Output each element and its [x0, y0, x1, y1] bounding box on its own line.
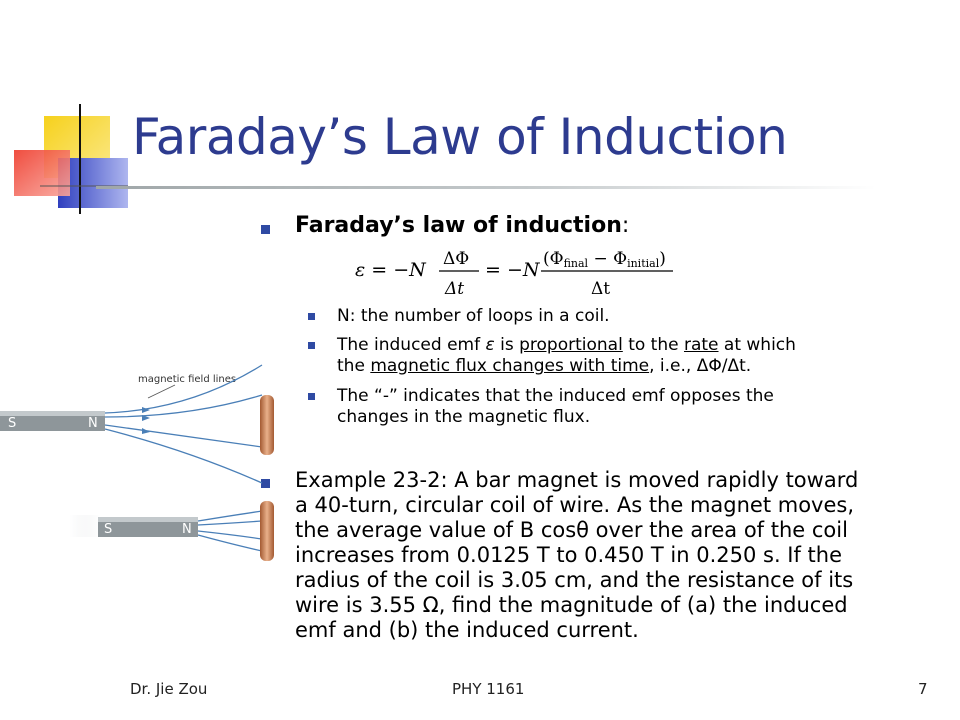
- example-paragraph: [295, 468, 858, 643]
- text: The induced emf: [337, 335, 486, 355]
- footer-author: Dr. Jie Zou: [130, 680, 208, 698]
- num2-close: ): [659, 249, 666, 269]
- example-line: radius of the coil is 3.05 cm, and the resistance of its: [295, 568, 854, 592]
- example-line: increases from 0.0125 T to 0.450 T in 0.250 s. If the: [295, 543, 843, 567]
- num2-final: final: [563, 257, 589, 270]
- decorative-squares: [0, 0, 140, 230]
- text: , i.e.,: [649, 356, 697, 376]
- wire-coil: [260, 501, 274, 561]
- num2-initial: initial: [627, 257, 660, 270]
- wire-coil: [260, 395, 274, 455]
- field-lines-label: magnetic field lines: [138, 374, 237, 385]
- rate-term: rate: [683, 335, 719, 355]
- sign-line-2: changes in the magnetic flux.: [337, 407, 591, 427]
- equation-den2: Δt: [591, 279, 611, 299]
- field-line: [198, 521, 262, 525]
- page-number: 7: [918, 680, 928, 698]
- field-line: [105, 395, 262, 417]
- magnet-coil-figure: [0, 355, 290, 570]
- example-line: Example 23-2: A bar magnet is moved rapidly toward: [295, 468, 859, 492]
- magnet-north-label: N: [88, 416, 98, 431]
- text: to the: [622, 335, 684, 355]
- label-leader: [148, 385, 175, 398]
- text: is: [494, 335, 520, 355]
- num2-open: (Φ: [543, 249, 564, 269]
- title-divider: [96, 186, 876, 189]
- law-heading-colon: :: [621, 213, 630, 238]
- equation-num1: ΔΦ: [443, 249, 470, 269]
- text: at which: [718, 335, 796, 355]
- sub-bullet-marker: [308, 342, 315, 349]
- bullet-marker: [261, 225, 270, 234]
- sub-bullet-loops: N: the number of loops in a coil.: [337, 306, 610, 326]
- law-heading-text: Faraday’s law of induction: [295, 213, 622, 238]
- flux-ratio: ΔΦ/Δt.: [696, 356, 752, 376]
- magnet-south-label: S: [104, 522, 113, 537]
- field-line: [105, 429, 262, 483]
- equation-mid: = −N: [485, 259, 540, 281]
- magnet-north-label: N: [182, 522, 192, 537]
- example-line: a 40-turn, circular coil of wire. As the magnet moves,: [295, 493, 855, 517]
- equation-den1: Δt: [445, 279, 465, 299]
- text: the: [337, 356, 371, 376]
- magnet-south-label: S: [8, 416, 17, 431]
- faraday-equation: [355, 244, 685, 302]
- example-line: emf and (b) the induced current.: [295, 618, 639, 642]
- example-line: the average value of B cosθ over the area of the coil: [295, 518, 848, 542]
- sign-line-1: The “-” indicates that the induced emf opposes the: [337, 386, 774, 406]
- sub-bullet-sign: [337, 386, 774, 428]
- slide-title: Faraday’s Law of Induction: [132, 108, 788, 166]
- equation-num2: [543, 249, 666, 270]
- motion-blur: [70, 515, 100, 537]
- epsilon-symbol: ε: [485, 335, 495, 355]
- example-line: wire is 3.55 Ω, find the magnitude of (a) the induced: [295, 593, 848, 617]
- law-heading: [295, 213, 629, 238]
- equation-lhs: ε = −N: [355, 259, 426, 281]
- sub-bullet-marker: [308, 313, 315, 320]
- flux-change-term: magnetic flux changes with time: [370, 356, 650, 376]
- sub-bullet-marker: [308, 393, 315, 400]
- sub-bullet-proportional: [337, 335, 796, 377]
- field-line: [198, 511, 262, 521]
- field-line: [105, 365, 262, 413]
- num2-minus: − Φ: [588, 249, 628, 269]
- footer-course: PHY 1161: [452, 680, 525, 698]
- proportional-term: proportional: [519, 335, 623, 355]
